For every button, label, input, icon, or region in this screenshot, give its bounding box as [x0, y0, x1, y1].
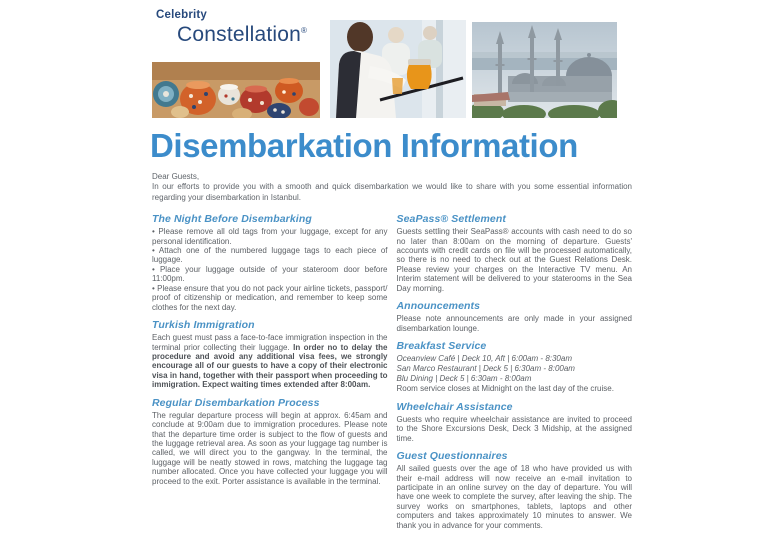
page-title: Disembarkation Information	[150, 127, 578, 164]
section-body: Please note announcements are only made in your assigned disembarkation lounge.	[396, 314, 632, 333]
venue-line: San Marco Restaurant | Deck 5 | 6:30am - 8:00am	[396, 363, 575, 373]
section-breakfast	[397, 340, 633, 394]
document-page	[152, 0, 632, 537]
bullet-item: • Place your luggage outside of your stateroom door before 11:00pm.	[152, 265, 388, 284]
section-heading: Breakfast Service	[396, 340, 487, 353]
room-service-note: Room service closes at Midnight on the last day of the cruise.	[396, 384, 614, 394]
venue-line: Blu Dining | Deck 5 | 6:30am - 8:00am	[396, 373, 532, 383]
section-body: Guests who require wheelchair assistance are invited to proceed to the Shore Excursions Desk, Deck 3 Midship, at the assigned time.	[396, 414, 632, 443]
bullet-item: • Please remove all old tags from your luggage, except for any personal identification.	[152, 227, 388, 246]
section-heading: Turkish Immigration	[152, 319, 255, 332]
section-heading: SeaPass® Settlement	[396, 213, 506, 226]
section-body: All sailed guests over the age of 18 who have provided us with their e-mail address will now receive an e-mail invitation to participate in an online survey on the day of departure. You will have one week to complete the survey, after leaving the ship. The survey works on smartphones, tablets, laptops and other computers and takes approximately 10 minutes to answer. We thank you in advance for your comments.	[396, 464, 632, 530]
section-heading: Wheelchair Assistance	[396, 400, 513, 413]
greeting: Dear Guests,	[152, 172, 200, 181]
bullet-list	[152, 227, 388, 312]
section-turkish-immigration	[152, 319, 388, 390]
venue-line: Oceanview Café | Deck 10, Aft | 6:00am - 8:30am	[396, 354, 572, 364]
right-column	[397, 213, 633, 537]
intro-paragraph: In our efforts to provide you with a smooth and quick disembarkation we would like to share with you some essential information regarding your disembarkation in Istanbul.	[152, 182, 632, 202]
brand-celebrity: Celebrity	[156, 9, 208, 21]
registered-mark: ®	[301, 25, 308, 35]
section-body: The regular departure process will begin at approx. 6:45am and conclude at 9:00am due to immigration procedures. Please note that the departure time order is subject to the flow of guests and the luggage retrieval area. As soon as your luggage tag number is called, we will direct you to the gangway. In the terminal, the luggage will be neatly stowed in rows, matching the luggage tag number allocated. Once you have collected your luggage you will proceed to the exit. Porter assistance is available in the terminal.	[152, 410, 388, 486]
bullet-item: • Please ensure that you do not pack your airline tickets, passport/ proof of citizenship or medication, and remember to keep some clothes for the next day.	[152, 284, 388, 312]
bold-notice: In order no to delay the procedure and avoid any additional visa fees, we strongly encourage all of our guests to have a copy of their electronic visa in hand, together with their passport when proceeding to immigration. Expect waiting times extended after 8:00am.	[152, 342, 388, 390]
turkish-pottery-photo	[152, 62, 320, 118]
waiter-illustration	[330, 20, 466, 118]
section-seapass	[397, 213, 633, 293]
left-column	[152, 213, 388, 537]
bullet-item: • Attach one of the numbered luggage tags to each piece of luggage.	[152, 246, 388, 265]
masthead	[152, 0, 632, 118]
brand-constellation: Constellation®	[177, 22, 308, 46]
section-body: Guests settling their SeaPass® accounts with cash need to do so no later than 8:00am on the morning of departure. Guests' accounts with credit cards on file will be processed automatically, so there is no need to check out at the Guest Relations Desk. Please review your charges on the Interactive TV menu. An Interim statement will be delivered to your staterooms in the Sea Day morning.	[396, 227, 632, 293]
waiter-photo	[330, 20, 466, 118]
blue-mosque-photo	[472, 22, 617, 118]
section-wheelchair	[397, 401, 633, 443]
section-heading: Guest Questionnaires	[396, 450, 508, 463]
two-column-body	[152, 213, 632, 537]
pottery-illustration	[152, 62, 320, 118]
celebrity-constellation-logo	[156, 10, 307, 45]
section-heading: Regular Disembarkation Process	[152, 396, 320, 409]
section-questionnaires	[397, 450, 633, 530]
section-heading: Announcements	[396, 300, 481, 313]
mosque-illustration	[472, 22, 617, 118]
section-night-before	[152, 213, 388, 312]
section-announcements	[397, 300, 633, 333]
section-body: Each guest must pass a face-to-face immigration inspection in the terminal prior collecting their luggage. In order no to delay the procedure and avoid any additional visa fees, we strongly encourage all of our guests to have a copy of their electronic visa in hand, together with their passport when proceeding to immigration. Expect waiting times extended after 8:00am.	[152, 333, 388, 390]
section-heading: The Night Before Disembarking	[152, 213, 312, 226]
section-regular-process	[152, 397, 388, 487]
